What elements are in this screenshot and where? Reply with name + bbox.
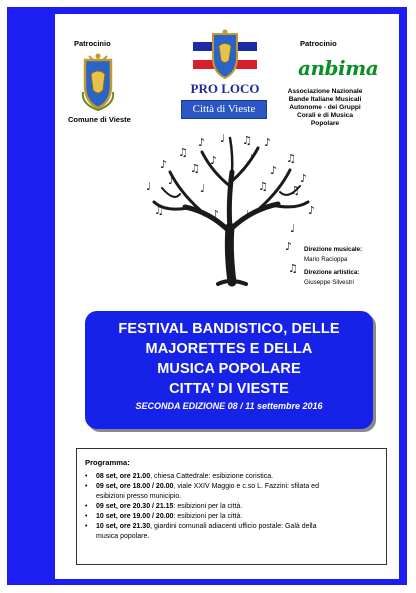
svg-text:♫: ♫ xyxy=(290,184,300,197)
svg-text:♪: ♪ xyxy=(198,136,206,149)
anbima-desc-line: Corali e di Musica xyxy=(296,112,354,119)
svg-text:♫: ♫ xyxy=(288,262,298,275)
title-line: CITTA’ DI VIESTE xyxy=(169,381,289,397)
bullet-icon: • xyxy=(85,513,88,520)
svg-text:♫: ♫ xyxy=(242,134,252,147)
svg-text:♩: ♩ xyxy=(220,132,226,145)
direzione-artistica-title: Direzione artistica: xyxy=(304,269,360,276)
edition-dates: SECONDA EDIZIONE 08 / 11 settembre 2016 xyxy=(135,401,323,411)
svg-text:♪: ♪ xyxy=(168,174,176,187)
program-item-text: , viale XXIV Maggio e c.so L. Fazzini: sfilata ed xyxy=(173,483,319,490)
list-item xyxy=(85,492,381,502)
program-item-text: esibizioni presso municipio. xyxy=(96,493,182,500)
svg-text:♩: ♩ xyxy=(200,182,206,195)
list-item xyxy=(85,512,381,522)
svg-text:♪: ♪ xyxy=(212,208,220,221)
direzione-artistica-name: Giuseppe Silvestri xyxy=(304,279,354,286)
svg-text:♫: ♫ xyxy=(258,180,268,193)
program-item-text: musica popolare. xyxy=(96,533,150,540)
list-item xyxy=(85,472,381,482)
anbima-desc-line: Popolare xyxy=(310,120,340,127)
bullet-icon: • xyxy=(85,473,88,480)
svg-text:♫: ♫ xyxy=(154,204,164,217)
anbima-desc-line: Associazione Nazionale xyxy=(287,88,363,95)
svg-text:♫: ♫ xyxy=(190,162,200,175)
poster-page xyxy=(55,14,399,579)
svg-text:♫: ♫ xyxy=(286,152,296,165)
title-line: MUSICA POPOLARE xyxy=(157,361,301,377)
program-item-time: 10 set, ore 19.00 / 20.00 xyxy=(96,513,174,520)
bullet-icon: • xyxy=(85,503,88,510)
svg-text:♩: ♩ xyxy=(146,180,152,193)
program-box xyxy=(76,448,387,565)
list-item xyxy=(85,522,381,532)
svg-text:♪: ♪ xyxy=(210,154,218,167)
patrocinio-right-label: Patrocinio xyxy=(300,39,337,48)
program-item-time: 09 set, ore 18.00 / 20.00 xyxy=(96,483,174,490)
list-item xyxy=(85,502,381,512)
program-item-text: , chiesa Cattedrale: esibizione coristica. xyxy=(150,473,274,480)
program-list xyxy=(85,472,381,542)
direzione-musicale-title: Direzione musicale: xyxy=(304,246,363,253)
bullet-icon: • xyxy=(85,523,88,530)
anbima-desc-line: Autonome - dei Gruppi xyxy=(289,104,361,111)
vieste-crest-icon xyxy=(79,52,117,112)
program-item-text: , giardini comunali adiacenti ufficio postale: Galà della xyxy=(150,523,317,530)
patrocinio-left-label: Patrocinio xyxy=(74,39,111,48)
pro-loco-logo-text: PRO LOCO xyxy=(190,81,260,96)
program-item-time: 08 set, ore 21.00 xyxy=(96,473,151,480)
list-item xyxy=(85,482,381,492)
anbima-desc-line: Bande Italiane Musicali xyxy=(288,96,362,103)
program-item-text: : esibizioni per la città. xyxy=(173,503,243,510)
direzione-musicale-name: Mario Racioppa xyxy=(304,256,348,263)
pro-loco-crest-icon xyxy=(193,28,257,80)
festival-title-box xyxy=(85,311,373,429)
title-line: MAJORETTES E DELLA xyxy=(145,341,313,357)
music-tree-icon xyxy=(140,132,320,290)
title-line: FESTIVAL BANDISTICO, DELLE xyxy=(118,321,340,337)
citta-di-vieste-badge: Città di Vieste xyxy=(181,100,267,119)
comune-label: Comune di Vieste xyxy=(68,115,131,124)
list-item xyxy=(85,532,381,542)
svg-text:♩: ♩ xyxy=(248,152,254,165)
anbima-description xyxy=(280,88,370,128)
program-item-text: : esibizioni per la città. xyxy=(173,513,243,520)
svg-text:♪: ♪ xyxy=(308,204,316,217)
svg-text:♩: ♩ xyxy=(244,208,250,221)
svg-text:♪: ♪ xyxy=(300,172,308,185)
svg-text:♪: ♪ xyxy=(264,136,272,149)
program-item-time: 10 set, ore 21.30 xyxy=(96,523,151,530)
svg-text:♪: ♪ xyxy=(160,158,168,171)
svg-text:♪: ♪ xyxy=(285,240,293,253)
anbima-logo: anbima xyxy=(298,56,379,80)
svg-text:♪: ♪ xyxy=(270,164,278,177)
program-title: Programma: xyxy=(85,458,130,467)
svg-text:♩: ♩ xyxy=(290,222,296,235)
svg-text:♫: ♫ xyxy=(178,146,188,159)
bullet-icon: • xyxy=(85,483,88,490)
program-item-time: 09 set, ore 20.30 / 21.15 xyxy=(96,503,174,510)
